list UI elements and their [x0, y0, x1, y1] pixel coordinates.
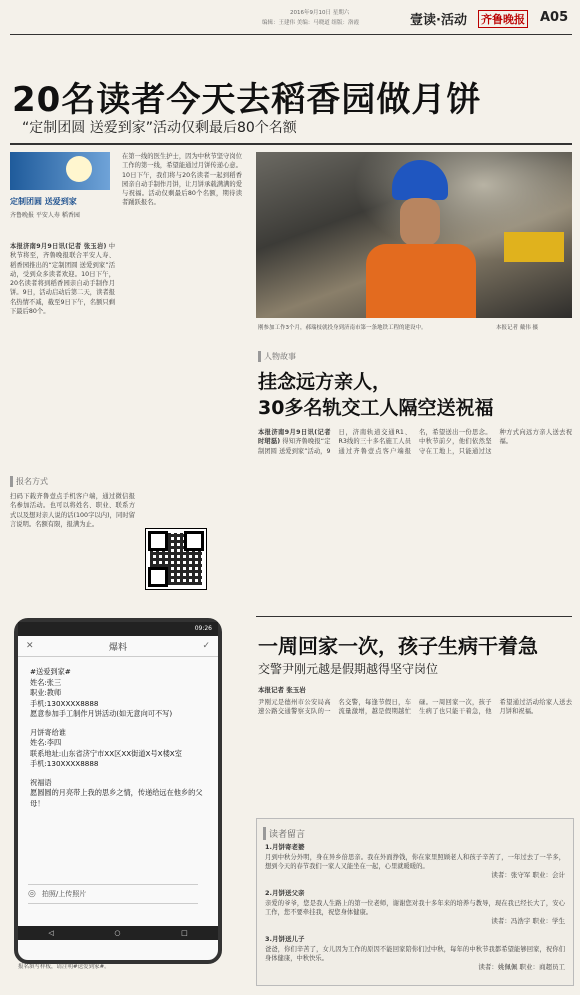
section-name: 壹读·活动 [410, 13, 467, 28]
note-item-2 [265, 889, 565, 935]
note-sign-3: 读者：姚佩佩 职业：商超员工 [478, 962, 565, 971]
note-text-2: 亲爱的爷爷，您是我人生路上的第一位老师，谢谢您对我十多年来的培养与教导，现在我已经长大了，安心工作，您不要牵挂我，祝您身体健康。 [265, 899, 565, 916]
form-recv-title: 月饼寄给谁 [30, 727, 66, 737]
form-recv-phone: 手机:130XXXX8888 [30, 759, 99, 768]
apply-text: 扫码下载齐鲁壹点手机客户端，通过微信报名参加活动。也可以将姓名、职业、联系方式以及想对亲人说的话(100字以内)，同时留言说明。名额有限，报满为止。 [10, 493, 135, 528]
phone-time: 09:26 [194, 625, 212, 632]
note-sign-2: 读者：冯浩宇 职业：学生 [491, 916, 565, 925]
form-wish: 愿意参加手工制作月饼活动(如无意向可不写) [30, 709, 173, 718]
story-divider [256, 616, 572, 617]
page-number: A05 [540, 10, 569, 25]
main-headline: 20名读者今天去稻香园做月饼 [12, 80, 482, 120]
story3-title: 一周回家一次，孩子生病干着急 [258, 634, 538, 658]
phone-mockup [14, 618, 222, 964]
form-job: 职业:教师 [30, 688, 62, 697]
note-item-3 [265, 935, 565, 981]
reader-notes [256, 818, 574, 986]
moon-icon [66, 156, 92, 182]
note-sign-1: 读者：张守军 职业：会计 [491, 870, 565, 879]
form-phone: 手机:130XXXX8888 [30, 698, 99, 708]
promo-banner [10, 152, 110, 190]
worker-photo [256, 152, 572, 318]
form-caption: 报名填写样板，请注明#送爱到家#。 [18, 964, 110, 970]
promo-title: 定制团圆 送爱到家 [10, 197, 77, 206]
machine-block [504, 232, 564, 262]
nav-home-icon[interactable]: ○ [114, 929, 121, 937]
upload-row[interactable] [28, 884, 198, 904]
promo-block [10, 152, 110, 234]
form-recv-addr: 联系地址:山东省济宁市XX区XX街道X号X楼X室 [30, 748, 182, 758]
date-line: 2016年9月10日 星期六 [290, 10, 350, 16]
photo-credit: 本报记者 戴伟 摄 [496, 325, 538, 331]
promo-sponsors: 齐鲁晚报 平安人寿 稻香园 [10, 212, 80, 219]
qr-marker-bl [148, 567, 168, 587]
note-item-1 [265, 843, 565, 889]
note-text-3: 爸爸，你们辛苦了，女儿因为工作的原因不能回家陪你们过中秋，每年的中秋节我都希望能够回家，祝你们身体健康，中秋快乐。 [265, 945, 565, 962]
editor-line: 编辑：王建伟 美编：马晓道 组版：洛霞 [262, 20, 359, 26]
story3-body: 尹刚元是德州市公安局高速公路交通警察支队的一名交警，每逢节假日，车流量激增，越是假期越忙碌。一周回家一次，孩子生病了也只能干着急，他希望通过活动给家人送去月饼和祝福。 [258, 699, 572, 716]
camera-icon: ◎ [28, 889, 36, 899]
story2-lead: 本报济南9月9日讯(记者 时珺磊) [258, 429, 331, 446]
worker-vest [366, 244, 476, 318]
body-col-2: 在第一线的医生护士，因为中秋节坚守岗位工作的第一线，希望能通过月饼传递心意。10日下午，我们将与20名读者一起到稻香园亲自动手制作月饼，让月饼承载满满的爱与祝福。活动仅剩最后80个名额，期待读者踊跃报名。 [122, 153, 242, 207]
note-text-1: 月到中秋分外明，身在异乡倍思亲。我在外面挣钱，你在家里照顾老人和孩子辛苦了，一年过去了一半多，想到今天的春节我们一家人又能坐在一起，心里就暖暖的。 [265, 853, 565, 870]
headline-rule [10, 143, 572, 145]
form-name: 姓名:张三 [30, 677, 62, 687]
lead-reporter: 本报济南9月9日讯(记者 张玉岩) [10, 243, 107, 250]
nav-recent-icon[interactable]: □ [181, 929, 188, 937]
worker-face [400, 198, 440, 246]
phone-status-bar [18, 622, 218, 636]
phone-nav-bar [18, 926, 218, 940]
qr-marker-tl [148, 531, 168, 551]
body-col-1 [10, 242, 115, 457]
story2-text: 得知齐鲁晚报“定制团圆 送爱到家”活动，9日，济南轨道交通R1、R3线的三十多名施工人员通过齐鲁壹点客户端报名，希望送出一份思念。中秋节前夕，他们依然坚守在工地上，只能通过这种方式向远方亲人送去祝福。 [258, 429, 572, 455]
close-icon[interactable]: ✕ [26, 641, 34, 651]
apply-tag: 报名方式 [10, 476, 48, 487]
note-heading-3: 3.月饼送儿子 [265, 935, 305, 943]
newspaper-logo: 齐鲁晚报 [478, 10, 528, 28]
qr-code[interactable] [145, 528, 207, 590]
upload-label: 拍照/上传照片 [41, 890, 87, 898]
header-rule [10, 34, 572, 35]
phone-title: 爆料 [108, 642, 127, 653]
story2-title-1: 挂念远方亲人， [258, 371, 392, 393]
notes-title: 读者留言 [263, 827, 305, 840]
form-msg: 愿圆圆的月亮带上我的思乡之情，传递给远在他乡的父母！ [30, 788, 203, 808]
story2-tag: 人物故事 [258, 351, 296, 362]
qr-marker-tr [184, 531, 204, 551]
photo-caption: 刚参加工作3个月，郝瑞枝就投身到济南市第一条地铁工程的建设中。 [258, 325, 427, 331]
main-subhead: “定制团圆 送爱到家”活动仅剩最后80个名额 [22, 120, 297, 136]
form-msg-title: 祝福语 [30, 777, 52, 787]
story3-byline: 本报记者 张玉岩 [258, 686, 306, 694]
nav-back-icon[interactable]: ◁ [48, 929, 54, 937]
phone-titlebar [18, 636, 218, 657]
body-col-1-text: 中秋节将至，齐鲁晚报联合平安人寿、稻香园推出的“定制团圆 送爱到家”活动，受到众多读者欢迎。10日下午，20名读者将到稻香园亲自动手制作月饼。9日，活动启动后第二天，读者报名热情不减，截至9日下午，名额只剩下最后80个。 [10, 243, 115, 316]
note-heading-2: 2.月饼送父亲 [265, 889, 305, 897]
form-hashtag: #送爱到家# [30, 667, 71, 676]
story2-title-2: 30多名轨交工人隔空送祝福 [258, 397, 494, 419]
notes-list [265, 843, 565, 981]
form-recv-name: 姓名:李四 [30, 738, 62, 747]
note-heading-1: 1.月饼寄老婆 [265, 843, 305, 851]
story3-subtitle: 交警尹刚元越是假期越得坚守岗位 [258, 662, 439, 676]
story2-body [258, 428, 572, 608]
check-icon[interactable]: ✓ [202, 641, 210, 651]
